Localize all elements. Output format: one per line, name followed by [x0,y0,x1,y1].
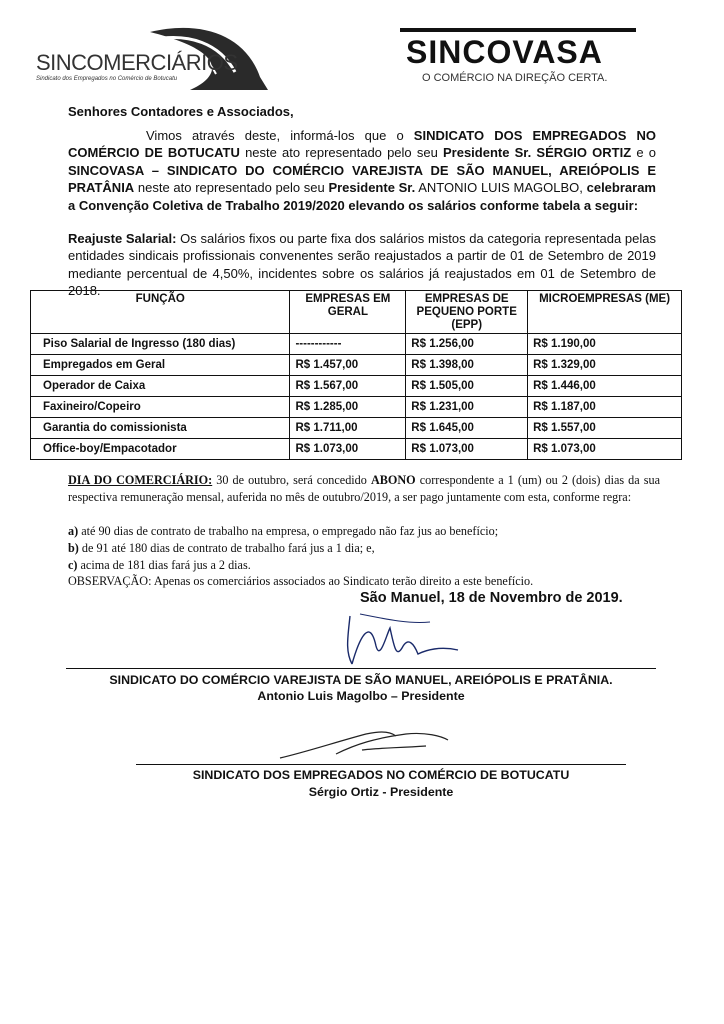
table-row [31,418,682,439]
intro-seg: neste ato representado pelo seu [239,145,443,161]
cell-funcao: Faxineiro/Copeiro [31,397,290,418]
header-epp: EMPRESAS DE PEQUENO PORTE (EPP) [406,291,528,334]
cell-me: R$ 1.557,00 [528,418,682,439]
intro-seg: ANTONIO LUIS MAGOLBO, [415,180,587,196]
cell-geral: R$ 1.711,00 [290,418,406,439]
rule-text: de 91 até 180 dias de contrato de trabalho fará jus a 1 dia; e, [78,540,375,555]
rule-letter: a) [68,524,79,538]
cell-geral: ------------ [290,334,406,355]
cell-geral: R$ 1.073,00 [290,439,406,460]
sincomerciarios-logo [30,22,270,102]
rule-letter: b) [68,540,79,555]
left-logo-subtitle: Sindicato dos Empregados no Comércio de Botucatu [36,76,178,82]
rule-item [68,523,660,540]
cell-epp: R$ 1.505,00 [406,376,528,397]
intro-seg: Vimos através deste, informá-los que o [146,128,414,143]
signatory-org: SINDICATO DO COMÉRCIO VAREJISTA DE SÃO MANUEL, AREIÓPOLIS E PRATÂNIA. [109,673,613,687]
rule-letter: c) [68,557,78,572]
header-me: MICROEMPRESAS (ME) [528,291,682,334]
cell-funcao: Garantia do comissionista [31,418,290,439]
cell-me: R$ 1.329,00 [528,355,682,376]
abono-label: DIA DO COMERCIÁRIO: [68,473,213,487]
abono-paragraph [68,472,660,506]
reajuste-label: Reajuste Salarial: [68,231,177,246]
reajuste-text: Os salários fixos ou parte fixa dos salários mistos da categoria representada pelas entidades sindicais profissionais convenentes serão reajustados a partir de 01 de Setembro de 2019 mediante percentual de 4,50%, incidentes sobre os salários já reajustados em 01 de Setembro de 2018. [68,231,656,299]
table-row [31,439,682,460]
table-header-row [31,291,682,334]
table-row [31,397,682,418]
signatory-name: Antonio Luis Magolbo – Presidente [257,689,465,703]
intro-seg: SINCOVASA – SINDICATO DO COMÉRCIO VAREJISTA DE SÃO MANUEL, AREIÓPOLIS E PRATÂNIA [68,162,656,196]
cell-funcao: Empregados em Geral [31,355,290,376]
intro-paragraph [68,127,656,214]
intro-seg: neste ato representado pelo seu [134,180,329,196]
cell-geral: R$ 1.457,00 [290,355,406,376]
signature-ortiz [276,724,456,764]
abono-bold: ABONO [370,473,416,487]
abono-post: correspondente a 1 (um) ou 2 (dois) dias da sua respectiva remuneração mensal, auferida no mês de outubro/2019, a ser pago juntamente com esta, conforme regra: [68,473,660,504]
right-logo-name: SINCOVASA [406,34,603,70]
cell-epp: R$ 1.073,00 [406,439,528,460]
table-row [31,376,682,397]
rule-item [68,557,660,574]
intro-seg: e o [631,145,656,161]
cell-me: R$ 1.446,00 [528,376,682,397]
signatory-name: Sérgio Ortiz - Presidente [308,785,454,799]
document-date: São Manuel, 18 de Novembro de 2019. [360,590,623,606]
header-empresas-geral: EMPRESAS EM GERAL [290,291,406,334]
rule-item [68,540,660,557]
rule-text: acima de 181 dias fará jus a 2 dias. [77,557,251,572]
header-funcao: FUNÇÃO [31,291,290,334]
abono-rules [68,523,660,573]
cell-funcao: Operador de Caixa [31,376,290,397]
cell-epp: R$ 1.231,00 [406,397,528,418]
left-logo-name: SINCOMERCIÁRIOS [36,50,238,75]
intro-seg: Presidente Sr. [328,180,416,196]
cell-epp: R$ 1.398,00 [406,355,528,376]
intro-seg: celebraram a Convenção Coletiva de Trabalho 2019/2020 elevando os salários conforme tabela a seguir: [68,180,656,213]
sincovasa-logo [400,28,640,88]
cell-funcao: Piso Salarial de Ingresso (180 dias) [31,334,290,355]
signature-line [136,764,626,765]
signature-magolbo [330,606,480,670]
signature-line [66,668,656,669]
cell-epp: R$ 1.645,00 [406,418,528,439]
cell-funcao: Office-boy/Empacotador [31,439,290,460]
logo-rule [400,28,636,32]
intro-seg: SINDICATO DOS EMPREGADOS NO COMÉRCIO DE BOTUCATU [68,128,656,161]
rule-text: até 90 dias de contrato de trabalho na empresa, o empregado não faz jus ao benefício; [78,524,499,538]
cell-me: R$ 1.187,00 [528,397,682,418]
salutation: Senhores Contadores e Associados, [68,104,294,119]
wage-table [30,290,682,460]
abono-pre: 30 de outubro, será concedido [212,473,371,487]
cell-me: R$ 1.190,00 [528,334,682,355]
cell-geral: R$ 1.285,00 [290,397,406,418]
cell-epp: R$ 1.256,00 [406,334,528,355]
intro-seg: Presidente Sr. SÉRGIO ORTIZ [442,145,632,161]
table-row [31,334,682,355]
signatory-org: SINDICATO DOS EMPREGADOS NO COMÉRCIO DE BOTUCATU [192,768,570,782]
right-logo-slogan: O COMÉRCIO NA DIREÇÃO CERTA. [422,72,608,84]
table-row [31,355,682,376]
cell-geral: R$ 1.567,00 [290,376,406,397]
observacao: OBSERVAÇÃO: Apenas os comerciários associados ao Sindicato terão direito a este benefício. [68,574,534,588]
cell-me: R$ 1.073,00 [528,439,682,460]
